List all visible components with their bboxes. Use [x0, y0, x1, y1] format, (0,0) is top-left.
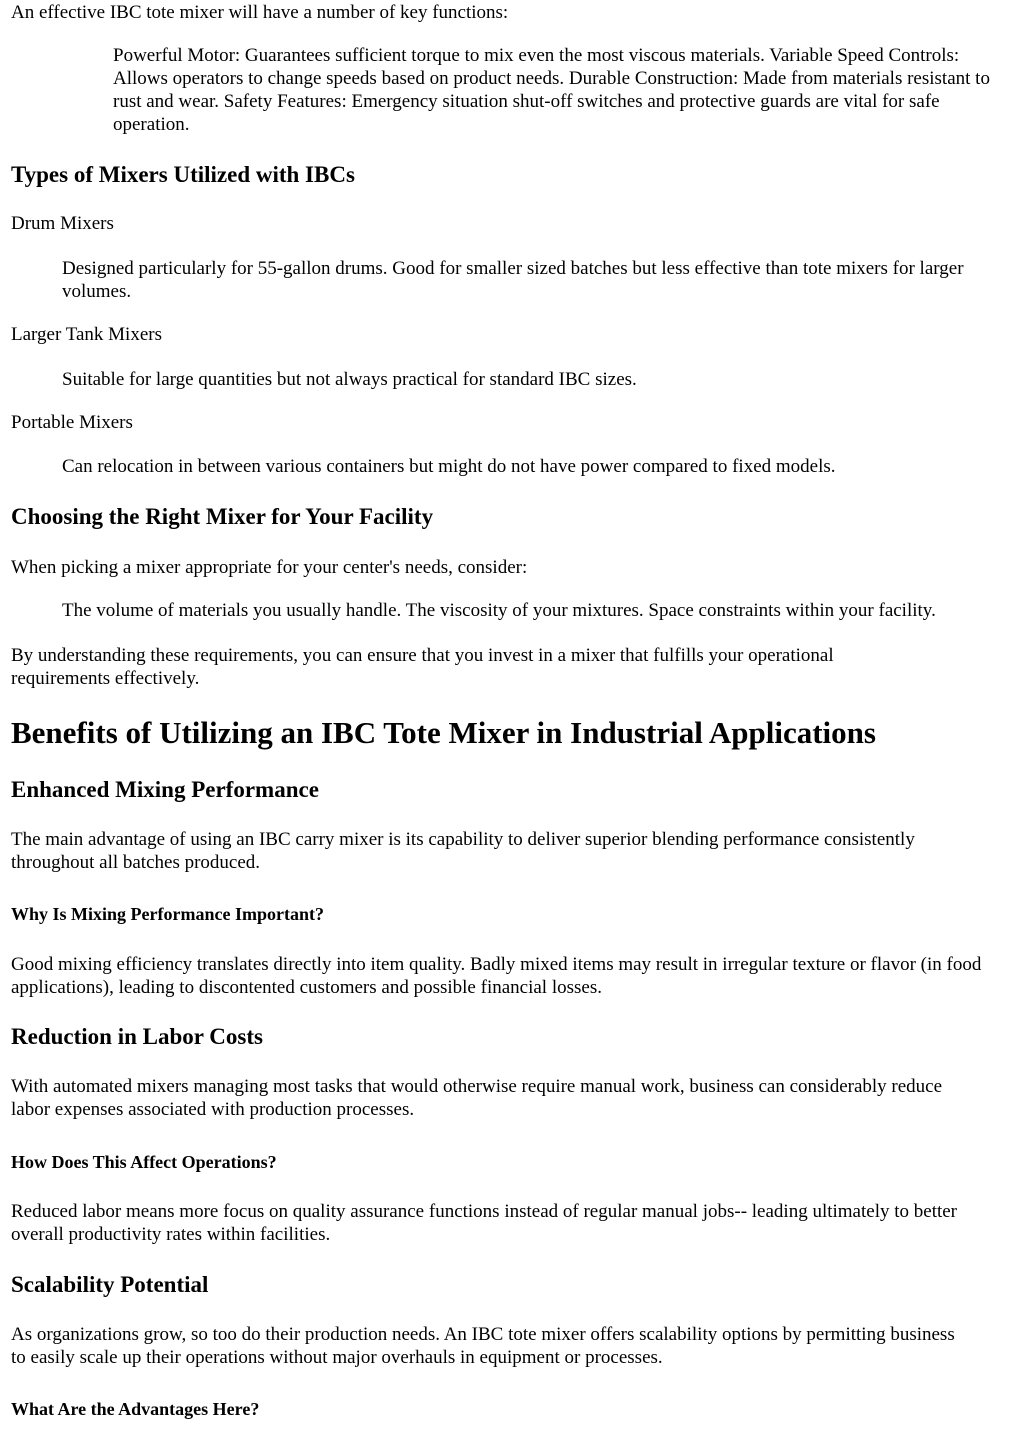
tank-mixers-title: Larger Tank Mixers	[11, 324, 162, 345]
enhanced-performance-heading: Enhanced Mixing Performance	[11, 777, 319, 802]
benefits-heading: Benefits of Utilizing an IBC Tote Mixer in Industrial Applications	[11, 715, 876, 750]
choosing-heading: Choosing the Right Mixer for Your Facility	[11, 504, 434, 529]
choosing-intro: When picking a mixer appropriate for your center's needs, consider:	[11, 557, 528, 578]
labor-costs-text: With automated mixers managing most tasks that would otherwise require manual work, business can considerably reduce labor expenses associated with production processes.	[11, 1076, 943, 1120]
choosing-conclusion: By understanding these requirements, you can ensure that you invest in a mixer that fulfills your operational requirements effectively.	[11, 645, 834, 689]
types-heading: Types of Mixers Utilized with IBCs	[11, 162, 355, 187]
drum-mixers-desc: Designed particularly for 55-gallon drums. Good for smaller sized batches but less effective than tote mixers for larger volumes.	[62, 258, 964, 302]
why-important-heading: Why Is Mixing Performance Important?	[11, 904, 324, 924]
drum-mixers-title: Drum Mixers	[11, 213, 114, 234]
enhanced-performance-text: The main advantage of using an IBC carry mixer is its capability to deliver superior blending performance consistently throughout all batches produced.	[11, 829, 915, 873]
why-important-text: Good mixing efficiency translates directly into item quality. Badly mixed items may result in irregular texture or flavor (in food applications), leading to discontented customers and possible financial losses.	[11, 954, 982, 998]
features-paragraph: Powerful Motor: Guarantees sufficient torque to mix even the most viscous materials. Variable Speed Controls: Allows operators to change speeds based on product needs. Durable Construction: Made from materials resistant to rust and wear. Safety Features: Emergency situation shut-off switches and protective guards are vital for safe operation.	[113, 45, 990, 135]
labor-costs-heading: Reduction in Labor Costs	[11, 1024, 263, 1049]
operations-text: Reduced labor means more focus on quality assurance functions instead of regular manual jobs-- leading ultimately to better overall productivity rates within facilities.	[11, 1201, 958, 1245]
intro-paragraph: An effective IBC tote mixer will have a number of key functions:	[11, 2, 509, 23]
operations-heading: How Does This Affect Operations?	[11, 1152, 277, 1172]
scalability-heading: Scalability Potential	[11, 1272, 209, 1297]
choosing-list: The volume of materials you usually handle. The viscosity of your mixtures. Space constraints within your facility.	[62, 600, 936, 621]
scalability-text: As organizations grow, so too do their production needs. An IBC tote mixer offers scalability options by permitting business to easily scale up their operations without major overhauls in equipment or processes.	[11, 1324, 955, 1368]
portable-mixers-desc: Can relocation in between various containers but might do not have power compared to fixed models.	[62, 456, 836, 477]
portable-mixers-title: Portable Mixers	[11, 412, 133, 433]
advantages-heading: What Are the Advantages Here?	[11, 1399, 260, 1419]
tank-mixers-desc: Suitable for large quantities but not always practical for standard IBC sizes.	[62, 369, 637, 390]
